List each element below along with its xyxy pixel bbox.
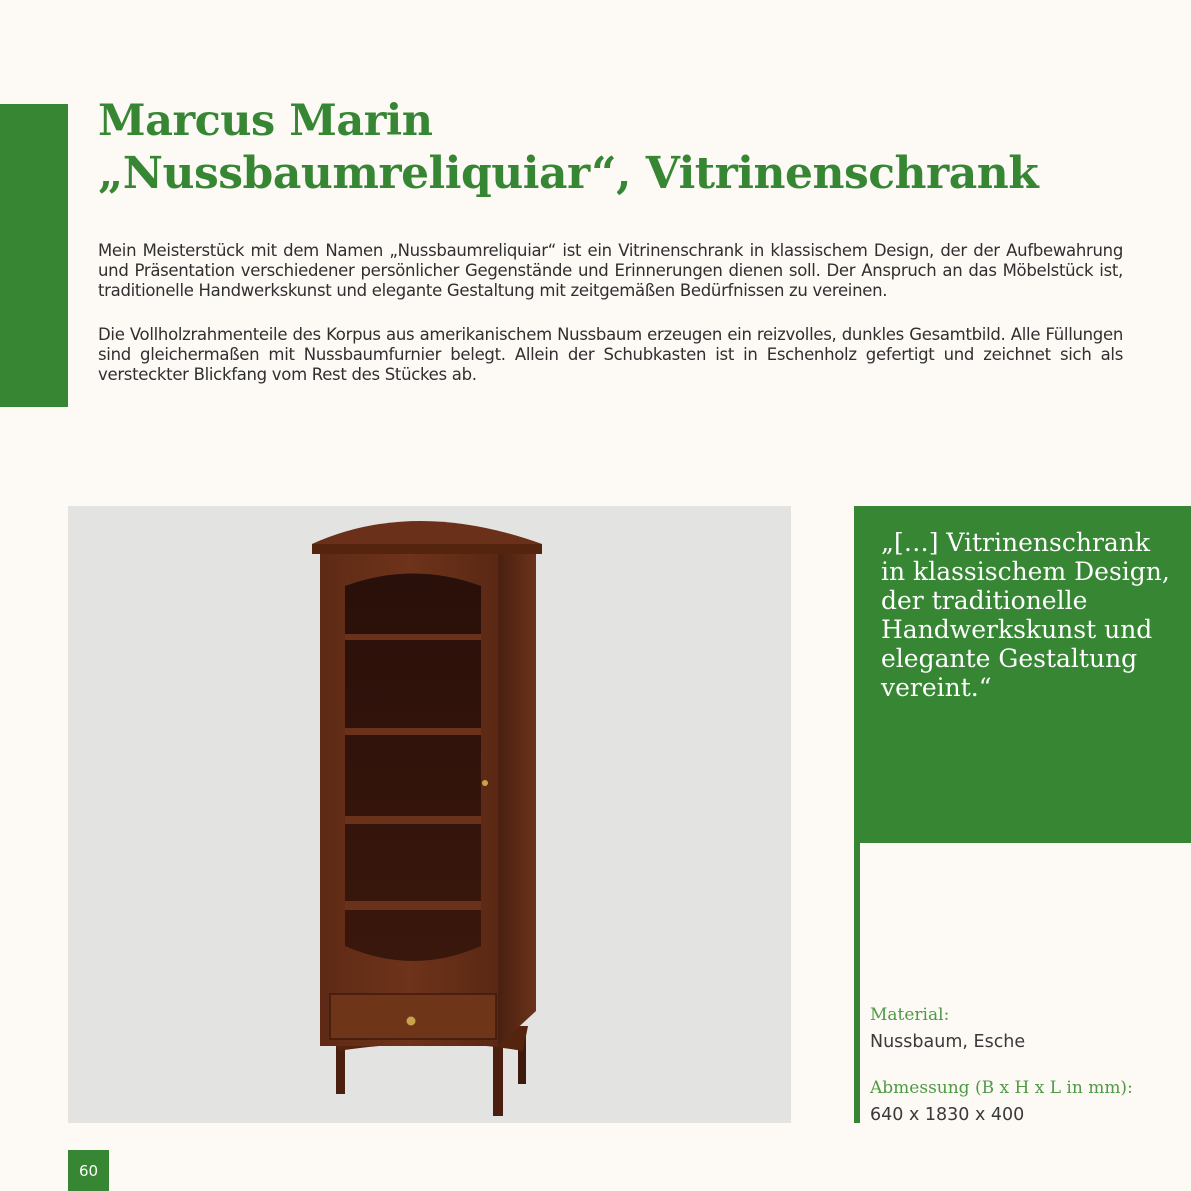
shelf [345, 634, 481, 640]
accent-side-bar [0, 104, 68, 407]
dimension-value: 640 x 1830 x 400 [870, 1105, 1025, 1125]
product-photo [68, 506, 791, 1123]
accent-vertical-line [854, 843, 860, 1123]
cabinet-side-panel [498, 546, 536, 1046]
quote-box [854, 506, 1191, 843]
door-knob [482, 780, 488, 786]
drawer-knob [407, 1017, 416, 1026]
material-label: Material: [870, 1005, 950, 1025]
cabinet-drawer [330, 994, 496, 1039]
shelf [345, 901, 481, 910]
page-subtitle: „Nussbaumreliquiar“, Vitrinenschrank [98, 148, 1039, 199]
body-paragraph-2: Die Vollholzrahmenteile des Korpus aus amerikanischem Nussbaum erzeugen ein reizvolles, dunkles Gesamtbild. Alle Füllungen sind gleichermaßen mit Nussbaumfurnier belegt. Allein der Schubkasten ist in Eschenholz gefertigt und zeichnet sich als versteckter Blickfang vom Rest des Stückes ab. [98, 325, 1123, 384]
body-paragraph-1: Mein Meisterstück mit dem Namen „Nussbaumreliquiar“ ist ein Vitrinenschrank in klassischem Design, der der Aufbewahrung und Präsentation verschiedener persönlicher Gegenstände und Erinnerungen dienen soll. Der Anspruch an das Möbelstück ist, traditionelle Handwerkskunst und elegante Gestaltung mit zeitgemäßen Bedürfnissen zu vereinen. [98, 241, 1123, 300]
cabinet-illustration [68, 506, 791, 1123]
page-title: Marcus Marin [98, 96, 433, 146]
material-value: Nussbaum, Esche [870, 1032, 1026, 1052]
shelf [345, 728, 481, 735]
pull-quote: „[…] Vitrinenschrank in klassischem Design, der traditionelle Handwerkskunst und elegante Gestaltung vereint.“ [881, 528, 1170, 702]
shelf [345, 816, 481, 824]
dimension-label: Abmessung (B x H x L in mm): [870, 1078, 1133, 1098]
page-number: 60 [68, 1150, 109, 1191]
